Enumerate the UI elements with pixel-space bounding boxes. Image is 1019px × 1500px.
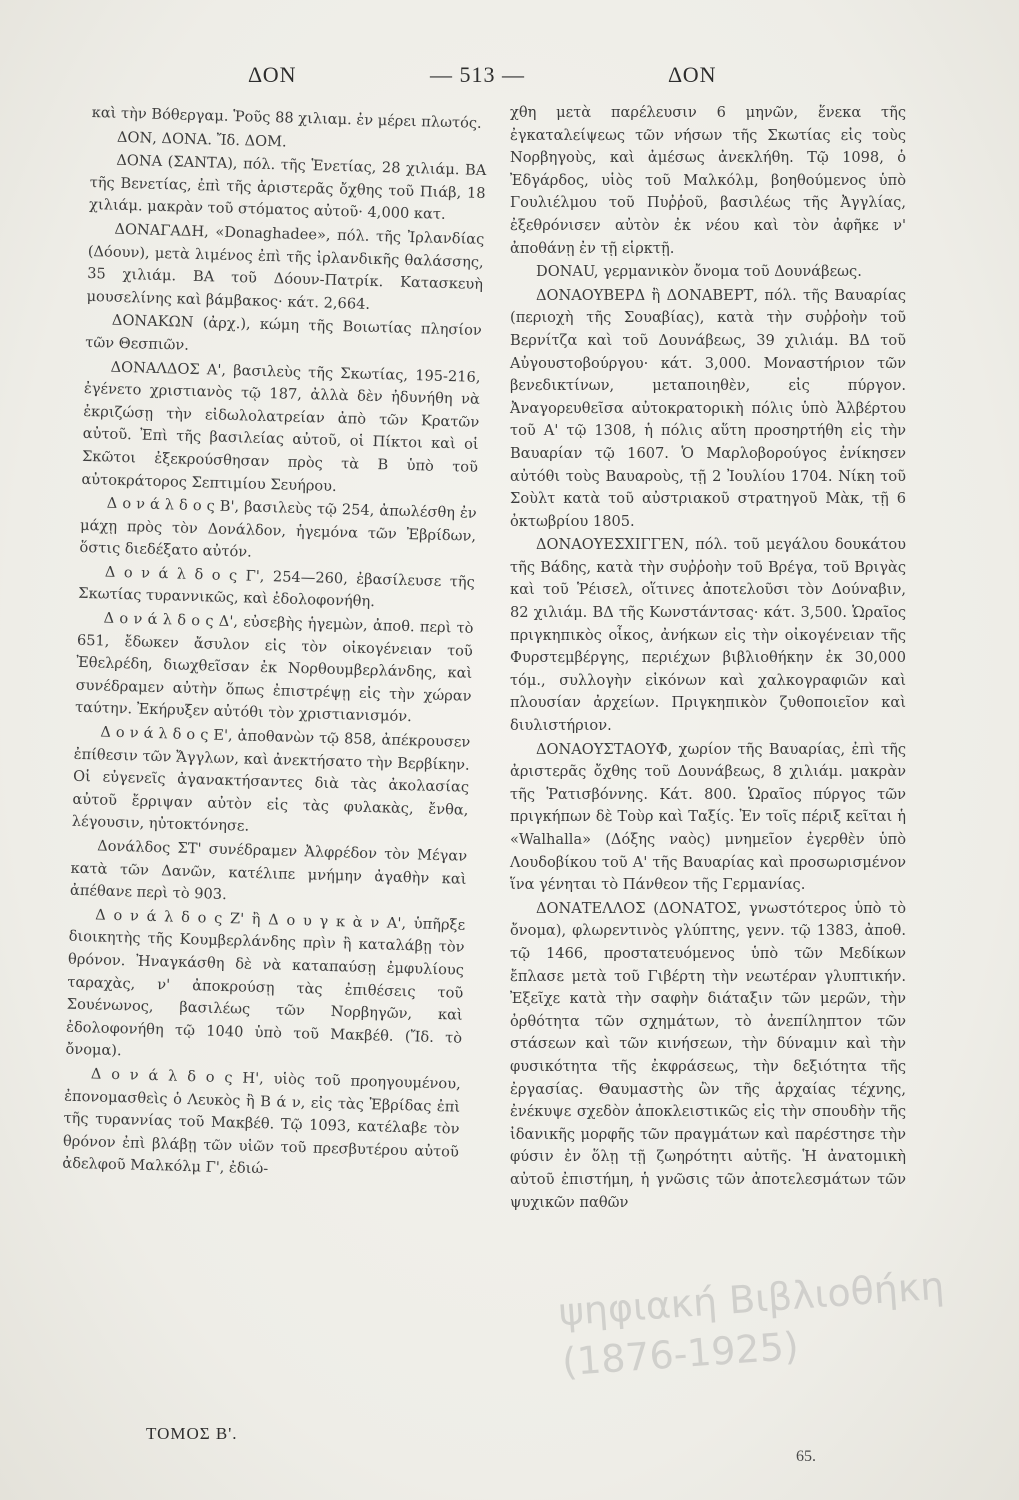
entry-paragraph: DONAU, γερμανικὸν ὄνομα τοῦ Δουνάβεως. xyxy=(536,263,862,281)
entry-paragraph: ΔΟΝ, ΔΟΝΑ. Ἴδ. ΔΟΜ. xyxy=(116,128,287,151)
entry-paragraph: ΔΟΝΑΟΥΒΕΡΔ ἢ ΔΟΝΑΒΕΡΤ, πόλ. τῆς Βαυαρίας (περιοχὴ τῆς Σουαβίας), κατὰ τὴν συῤῥοὴν τοῦ Βερνίτζα καὶ τοῦ Δουνάβεως, 39 χιλιάμ. ΒΔ τοῦ Αὐγουστοβούργου· κάτ. 3,000. Μοναστήριον τῶν βενεδικτίνων, μεταποιηθὲν, εἰς πύργον. Ἀναγορευθεῖσα αὐτοκρατορικὴ πόλις ὑπὸ Ἀλβέρτου τοῦ Α' τῷ 1308, ἡ πόλις αὕτη προσηρτήθη εἰς τὴν Βαυαρίαν τῷ 1607. Ὁ Μαρλοβορούγος ἐνίκησεν αὐτόθι τοὺς Βαυαροὺς, τῇ 2 Ἰουλίου 1704. Νίκη τοῦ Σοὺλτ κατὰ τοῦ αὐστριακοῦ στρατηγοῦ Μὰκ, τῇ 6 ὀκτωβρίου 1805. xyxy=(510,286,906,530)
entry-paragraph: ΔΟΝΑΚΩΝ (ἀρχ.), κώμη τῆς Βοιωτίας πλησίον τῶν Θεσπιῶν. xyxy=(85,311,483,354)
entry-paragraph: Δονάλδος ΣΤ' συνέδραμεν Ἀλφρέδον τὸν Μέγαν κατὰ τῶν Δανῶν, κατέλιπε μνήμην ἀγαθὴν καὶ ἀπέθανε περὶ τὸ 903. xyxy=(69,837,468,904)
header-left-keyword: ΔΟΝ xyxy=(248,62,297,87)
entry-paragraph: ΔΟΝΑΟΥΣΤΑΟΥΦ, χωρίον τῆς Βαυαρίας, ἐπὶ τῆς ἀριστερᾶς ὄχθης τοῦ Δουνάβεως, 8 χιλιάμ. μακρὰν τῆς Ῥατισβόννης. Κάτ. 800. Ὡραῖος πύργος τῶν πριγκήπων δὲ Τοὺρ καὶ Ταξίς. Ἐν τοῖς πέριξ κεῖται ἡ «Walhalla» (Δόξης ναὸς) μνημεῖον ἐγερθὲν ὑπὸ Λουδοβίκου τοῦ Α' τῆς Βαυαρίας καὶ προσωρισμένον ἵνα γένηται τὸ Πάνθεον τῆς Γερμανίας. xyxy=(510,740,906,894)
entry-paragraph: Δ ο ν ά λ δ ο ς Η', υἱὸς τοῦ προηγουμένου, ἐπονομασθεὶς ὁ Λευκὸς ἢ Β ά ν, εἰς τὰς Ἐβρίδας ἐπὶ τῆς τυραννίας τοῦ Μακβέθ. Τῷ 1093, κατέλαβε τὸν θρόνον ἐπὶ βλάβῃ τῶν υἱῶν τοῦ πρεσβυτέρου αὐτοῦ ἀδελφοῦ Μαλκόλμ Γ', ἐδιώ- xyxy=(62,1065,461,1178)
signature-mark: 65. xyxy=(796,1448,816,1465)
entry-paragraph: ΔΟΝΑ (ΣΑΝΤΑ), πόλ. τῆς Ἑνετίας, 28 χιλιάμ. ΒΑ τῆς Βενετίας, ἐπὶ τῆς ἀριστερᾶς ὄχθης τοῦ Πιάβ, 18 χιλιάμ. μακρὰν τοῦ στόματος αὐτοῦ· 4,000 κατ. xyxy=(88,151,487,224)
watermark-line-1: ψηφιακή Βιβλιοθήκη xyxy=(557,1263,946,1335)
entry-paragraph: Δ ο ν ά λ δ ο ς Β', βασιλεὺς τῷ 254, ἀπωλέσθη ἐν μάχῃ πρὸς τὸν Δονάλδον, ἡγεμόνα τῶν Ἐβρίδων, ὅστις διεδέξατο αὐτόν. xyxy=(79,494,477,561)
library-watermark xyxy=(557,1257,1003,1387)
entry-paragraph: ΔΟΝΑΤΕΛΛΟΣ (ΔΟΝΑΤΟΣ, γνωστότερος ὑπὸ τὸ ὄνομα), φλωρεντινὸς γλύπτης, γενν. τῷ 1383, ἀποθ. τῷ 1466, προστατευόμενος ὑπὸ τῶν Μεδίκων ἔπλασε μετὰ τοῦ Γιβέρτη τὴν νεωτέραν γλυπτικήν. Ἐξεῖχε κατὰ τὴν σαφὴν διάταξιν τῶν μερῶν, τὴν ὀρθότητα τῶν σχημάτων, τὸ ἀνεπίληπτον τῶν στάσεων καὶ τῶν κινήσεων, τὴν δύναμιν καὶ τὴν φυσικότητα τῆς ἐκφράσεως, τὴν δεξιότητα τῆς ἐργασίας. Θαυμαστὴς ὢν τῆς ἀρχαίας τέχνης, ἐνέκυψε σχεδὸν ἀποκλειστικῶς εἰς τὴν σπουδὴν τῆς ἰδανικῆς μορφῆς τῶν πραγμάτων καὶ παρέστησε τὴν φύσιν ἐν ὅλῃ τῇ ζωηρότητι αὐτῆς. Ἡ ἀνατομικὴ αὐτοῦ ἐπιστήμη, ἡ γνῶσις τῶν ἀποτελεσμάτων τῶν ψυχικῶν παθῶν xyxy=(510,899,906,1211)
watermark-line-2: (1876-1925) xyxy=(560,1323,801,1385)
entry-paragraph: Δ ο ν ά λ δ ο ς Δ', εὐσεβὴς ἡγεμὼν, ἀποθ. περὶ τὸ 651, ἔδωκεν ἄσυλον εἰς τὸν οἰκογένειαν τοῦ Ἐθελρέδη, διωχθεῖσαν ἐκ Νορθουμβερλάνδης, καὶ συνέδραμεν αὐτὴν ὅπως ἐπιστρέψῃ εἰς τὴν χώραν ταύτην. Ἐκήρυξεν αὐτόθι τὸν χριστιανισμόν. xyxy=(74,609,474,726)
entry-paragraph: χθη μετὰ παρέλευσιν 6 μηνῶν, ἕνεκα τῆς ἐγκαταλείψεως τῶν νήσων τῆς Σκωτίας εἰς τοὺς Νορβηγοὺς, καὶ ἀμέσως ἀνεκλήθη. Τῷ 1098, ὁ Ἐδγάρδος, υἱὸς τοῦ Μαλκόλμ, βοηθούμενος ὑπὸ Γουλιέλμου τοῦ Πυῤῥοῦ, βασιλέως τῆς Ἀγγλίας, ἐξεθρόνισεν αὐτὸν ἐκ νέου καὶ τὸν ἀφῆκε ν' ἀποθάνῃ ἐν τῇ εἱρκτῇ. xyxy=(510,104,906,257)
right-column xyxy=(510,102,906,1214)
entry-paragraph: ΔΟΝΑΟΥΕΣΧΙΓΓΕΝ, πόλ. τοῦ μεγάλου δουκάτου τῆς Βάδης, κατὰ τὴν συῤῥοὴν τοῦ Βρέγα, τοῦ Βριγὰς καὶ τοῦ Ῥέισελ, οἵτινες ἀποτελοῦσι τὸν Δούναβιν, 82 χιλιάμ. ΒΔ τῆς Κωνστάντσας· κάτ. 3,500. Ὡραῖος πριγκηπικὸς οἶκος, ἀνήκων εἰς τὴν οἰκογένειαν τῆς Φυρστεμβέργης, περιέχων βιβλιοθήκην ἐκ 30,000 τόμ., συλλογὴν εἰκόνων καὶ χαλκογραφιῶν καὶ πλουσίαν ἀρχείων. Πριγκηπικὸν ζυθοποιεῖον καὶ διυλιστήριον. xyxy=(510,536,906,735)
header-right-keyword: ΔΟΝ xyxy=(668,62,717,87)
entry-paragraph: ΔΟΝΑΛΔΟΣ Α', βασιλεὺς τῆς Σκωτίας, 195-216, ἐγένετο χριστιανὸς τῷ 187, ἀλλὰ δὲν ἠδυνήθη νὰ ἐκριζώσῃ τὴν εἰδωλολατρείαν ἀπὸ τῶν Κρατῶν αὐτοῦ. Ἐπὶ τῆς βασιλείας αὐτοῦ, οἱ Πίκτοι καὶ οἱ Σκῶτοι ἐξεκρούσθησαν πρὸς τὰ Β ὑπὸ τοῦ αὐτοκράτορος Σεπτιμίου Σευήρου. xyxy=(81,358,481,495)
entry-paragraph: Δ ο ν ά λ δ ο ς Ε', ἀποθανὼν τῷ 858, ἀπέκρουσεν ἐπίθεσιν τῶν Ἄγγλων, καὶ ἀνεκτήσατο τὴν Βερβίκην. Οἱ εὐγενεῖς ἀγανακτήσαντες διὰ τὰς ἀκολασίας αὐτοῦ ἔρριψαν αὐτὸν εἰς τὰς φυλακὰς, ἔνθα, λέγουσιν, ηὐτοκτόνησε. xyxy=(71,723,471,836)
volume-label: ΤΟΜΟΣ Β'. xyxy=(146,1424,238,1443)
page-number: — 513 — xyxy=(430,62,525,87)
entry-paragraph: καὶ τὴν Βόθεργαμ. Ῥοῦς 88 χιλιαμ. ἐν μέρει πλωτός. xyxy=(91,103,482,132)
entry-paragraph: ΔΟΝΑΓΑΔΗ, «Donaghadee», πόλ. τῆς Ἰρλανδίας (Δόουν), μετὰ λιμένος ἐπὶ τῆς ἰρλανδικῆς θαλάσσης, 35 χιλιάμ. ΒΑ τοῦ Δόουν-Πατρίκ. Κατασκευὴ μουσελίνης καὶ βάμβακος· κάτ. 2,664. xyxy=(86,220,485,313)
running-header xyxy=(0,62,1019,92)
entry-paragraph: Δ ο ν ά λ δ ο ς Γ', 254—260, ἐβασίλευσε τῆς Σκωτίας τυραννικῶς, καὶ ἐδολοφονήθη. xyxy=(78,563,475,611)
left-column xyxy=(62,102,488,1187)
entry-paragraph: Δ ο ν ά λ δ ο ς Ζ' ἢ Δ ο υ γ κ ὰ ν Α', ὑπῆρξε διοικητὴς τῆς Κουμβερλάνδης πρὶν ἢ καταλάβῃ τὸν θρόνον. Ἠναγκάσθη δὲ νὰ καταπαύσῃ ἐμφυλίους ταραχὰς, ν' ἀποκρούσῃ τὰς ἐπιθέσεις τοῦ Σουένωνος, βασιλέως τῶν Νορβηγῶν, καὶ ἐδολοφονήθη τῷ 1040 ὑπὸ τοῦ Μακβέθ. (Ἴδ. τὸ ὄνομα). xyxy=(65,906,466,1060)
